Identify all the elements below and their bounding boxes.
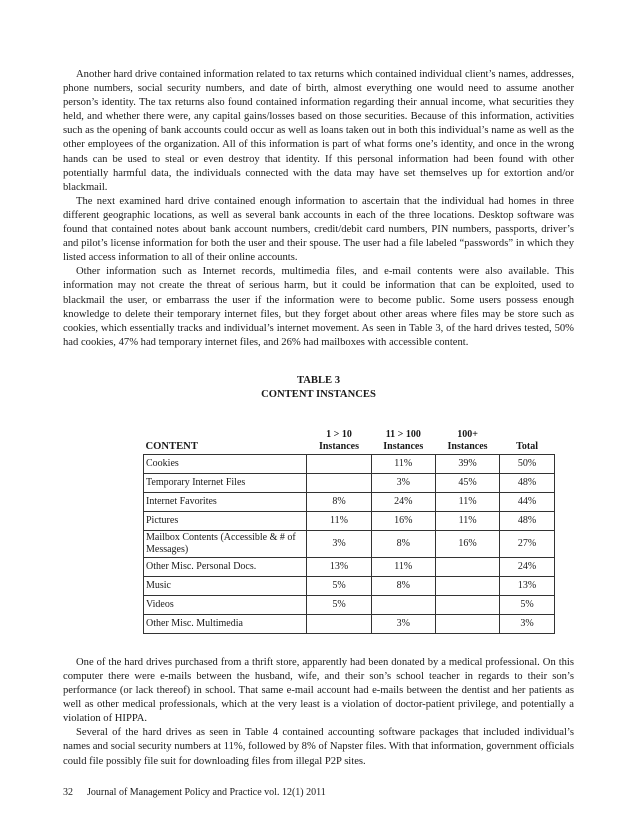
paragraph: Other information such as Internet records, multimedia files, and e-mail contents were also available. This information may not create the threat of serious harm, but it could be information that can be exploited, used to blackmail the user, or embarrass the user if the information were to become public. Some users possess enough knowledge to delete their temporary internet files, but they forget about other areas where files may be store such as cookies, which essentially tracks and individual’s internet movement. As seen in Table 3, of the hard drives tested, 50% had cookies, 47% had temporary internet files, and 26% had mailboxes with accessible content. xyxy=(63,266,574,348)
table-row xyxy=(144,595,555,614)
cell-total: 50% xyxy=(500,454,555,473)
cell-11-100: 24% xyxy=(371,492,435,511)
page-body xyxy=(63,68,574,769)
cell-100-plus: 16% xyxy=(435,530,499,557)
table-title: CONTENT INSTANCES xyxy=(261,388,376,400)
cell-1-10 xyxy=(307,614,371,633)
table-label: TABLE 3 xyxy=(296,374,341,386)
cell-100-plus: 39% xyxy=(435,454,499,473)
cell-11-100: 8% xyxy=(371,576,435,595)
cell-total: 13% xyxy=(500,576,555,595)
row-label: Other Misc. Multimedia xyxy=(144,614,307,633)
table-row xyxy=(144,614,555,633)
cell-total: 48% xyxy=(500,473,555,492)
column-header-content: CONTENT xyxy=(145,440,198,452)
cell-11-100: 3% xyxy=(371,614,435,633)
table-heading xyxy=(63,374,574,402)
cell-1-10: 5% xyxy=(307,595,371,614)
table-row xyxy=(144,473,555,492)
cell-11-100: 3% xyxy=(371,473,435,492)
row-label: Music xyxy=(144,576,307,595)
page-number: 32 xyxy=(63,787,73,798)
table-row xyxy=(144,492,555,511)
cell-1-10: 3% xyxy=(307,530,371,557)
page-footer xyxy=(63,787,340,798)
row-label: Mailbox Contents (Accessible & # of Messages) xyxy=(144,530,307,557)
cell-1-10: 11% xyxy=(307,511,371,530)
cell-1-10: 5% xyxy=(307,576,371,595)
post-table-text xyxy=(63,656,574,769)
cell-total: 5% xyxy=(500,595,555,614)
cell-100-plus xyxy=(435,576,499,595)
table-row xyxy=(144,530,555,557)
paragraph: One of the hard drives purchased from a thrift store, apparently had been donated by a medical professional. On this computer there were e-mails between the husband, wife, and their son’s school teacher in regards to their son’s performance (or lack thereof) in school. That same e-mail account had e-mails between the dentist and her patients as well as other medical professionals, which at the very least is a violation of doctor-patient privilege, and potentially a violation of HIPPA. xyxy=(63,656,574,725)
cell-total: 48% xyxy=(500,511,555,530)
column-header-1-10: 1 > 10 Instances xyxy=(318,428,359,452)
paragraph: Another hard drive contained information related to tax returns which contained individual client’s names, addresses, phone numbers, social security numbers, and date of birth, almost everything one would need to assume another person’s identity. The tax returns also found contained information regarding their annual income, what securities they held, and whether there were, any capital gains/losses based on those securities. Because of this information, activities such as the opening of bank accounts could occur as well as loans taken out in both this individual’s name as well as the other employees of the organization. All of this information is part of what forms one’s identity, and once in the wrong hands can be used to steal or even destroy that identity. If this personal information had been found with other potentially harmful data, the individuals connected with the data may have set themselves up for extortion and/or blackmail. xyxy=(63,69,574,193)
cell-11-100: 11% xyxy=(371,557,435,576)
cell-100-plus xyxy=(435,614,499,633)
cell-11-100 xyxy=(371,595,435,614)
cell-total: 3% xyxy=(500,614,555,633)
row-label: Other Misc. Personal Docs. xyxy=(144,557,307,576)
cell-1-10 xyxy=(307,473,371,492)
row-label: Cookies xyxy=(144,454,307,473)
cell-100-plus xyxy=(435,557,499,576)
cell-100-plus xyxy=(435,595,499,614)
table-row xyxy=(144,576,555,595)
content-instances-table xyxy=(143,428,555,634)
cell-11-100: 11% xyxy=(371,454,435,473)
cell-total: 24% xyxy=(500,557,555,576)
column-header-total: Total xyxy=(516,440,539,452)
cell-100-plus: 45% xyxy=(435,473,499,492)
cell-11-100: 8% xyxy=(371,530,435,557)
cell-100-plus: 11% xyxy=(435,511,499,530)
table-row xyxy=(144,511,555,530)
table-row xyxy=(144,557,555,576)
column-header-100-plus: 100+ Instances xyxy=(447,428,488,452)
row-label: Temporary Internet Files xyxy=(144,473,307,492)
row-label: Videos xyxy=(144,595,307,614)
table-row xyxy=(144,454,555,473)
cell-100-plus: 11% xyxy=(435,492,499,511)
cell-total: 44% xyxy=(500,492,555,511)
paragraph: The next examined hard drive contained enough information to ascertain that the individual had homes in three different geographic locations, as well as several bank accounts in each of the three locations. Desktop software was found that contained notes about bank account numbers, credit/debit card numbers, PIN numbers, passports, driver’s and pilot’s license information for both the user and their spouse. The user had a file labeled “passwords” in which they listed access information to all of their online accounts. xyxy=(63,195,574,264)
cell-11-100: 16% xyxy=(371,511,435,530)
column-header-11-100: 11 > 100 Instances xyxy=(383,428,424,452)
paragraph: Several of the hard drives as seen in Table 4 contained accounting software packages that included individual’s names and social security numbers at 11%, followed by 8% of Napster files. With that information, government officials could file possibly file suit for downloading files from illegal P2P sites. xyxy=(63,727,574,767)
cell-total: 27% xyxy=(500,530,555,557)
cell-1-10 xyxy=(307,454,371,473)
cell-1-10: 13% xyxy=(307,557,371,576)
row-label: Internet Favorites xyxy=(144,492,307,511)
cell-1-10: 8% xyxy=(307,492,371,511)
row-label: Pictures xyxy=(144,511,307,530)
journal-citation: Journal of Management Policy and Practice vol. 12(1) 2011 xyxy=(87,787,326,798)
